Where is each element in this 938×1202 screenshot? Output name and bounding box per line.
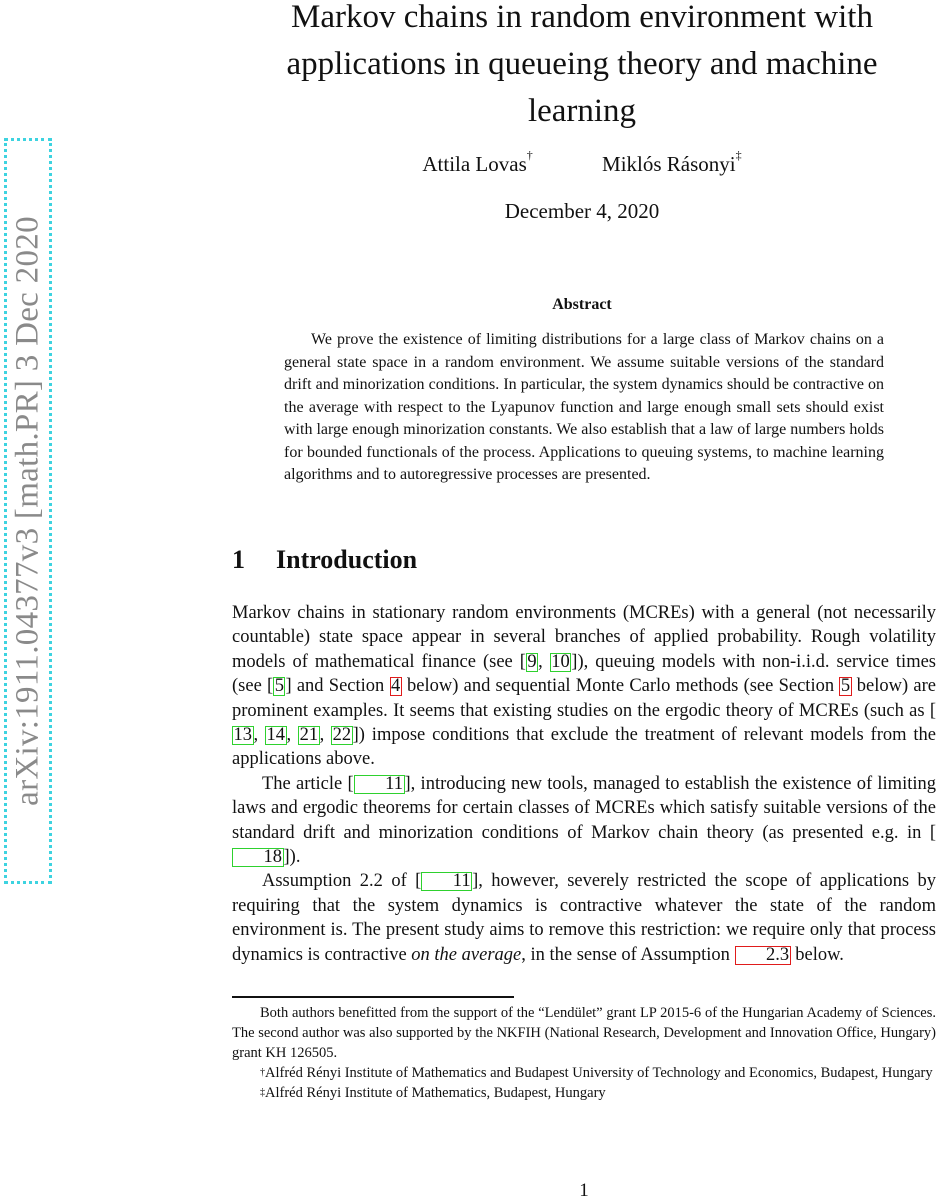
text: ], however, severely restricted the scope of applications by requiring that the system dynamics is contractive whatever the state of the random environment is. The present study aims to remove this restriction: we require only that process dynamics is contractive (232, 871, 937, 965)
paragraph (232, 772, 936, 870)
citation-link[interactable]: 22 (332, 725, 352, 746)
author-list (232, 148, 932, 177)
text: , (319, 725, 332, 746)
section-heading (232, 545, 417, 575)
text: The article [ (262, 773, 354, 794)
citation-link[interactable]: 10 (551, 651, 570, 672)
citation-link[interactable]: 14 (266, 725, 286, 746)
text: , (286, 725, 299, 746)
paragraph (232, 869, 936, 967)
text: , (538, 651, 550, 672)
text: below. (790, 944, 844, 965)
text: Assumption 2.2 of [ (262, 871, 422, 892)
section-number: 1 (232, 545, 245, 574)
author (422, 148, 533, 177)
citation-link[interactable]: 9 (527, 651, 537, 672)
citation-link[interactable]: 11 (421, 872, 472, 891)
text: Markov chains in stationary random environments (MCREs) with a general (not necessarily countable) state space appear in several branches of applied probability. Rough volatility models of mathematical finance (see [ (232, 603, 936, 672)
citation-link[interactable]: 21 (299, 725, 319, 746)
text: ] and Section (285, 676, 390, 697)
footnote-mark[interactable]: † (526, 148, 533, 162)
paragraph (232, 601, 936, 772)
arxiv-stamp[interactable] (4, 138, 52, 884)
text: below) are prominent examples. It seems that existing studies on the ergodic theory of MCREs (such as [ (232, 676, 936, 721)
section-link[interactable]: 4 (391, 676, 401, 697)
body-text (232, 601, 936, 967)
emphasis: on the average (411, 944, 522, 965)
paper-title: Markov chains in random environment with applications in queueing theory and machine learning (286, 0, 878, 129)
text: , in the sense of Assumption (521, 944, 735, 965)
footnote-mark: † (260, 1067, 265, 1078)
assumption-link[interactable]: 2.3 (735, 946, 791, 965)
footnote-mark: ‡ (260, 1087, 265, 1098)
funding-footnote: Both authors benefitted from the support of the “Lendület” grant LP 2015-6 of the Hungarian Academy of Sciences. The second author was also supported by the NKFIH (National Research, Development and Innovation Office, Hungary) grant KH 126505. (232, 1005, 936, 1061)
citation-link[interactable]: 13 (233, 725, 252, 746)
affiliation-text: Alfréd Rényi Institute of Mathematics, Budapest, Hungary (265, 1085, 606, 1101)
abstract-text: We prove the existence of limiting distributions for a large class of Markov chains on a general state space in a random environment. We assume suitable versions of the standard drift and minorization conditions. In particular, the system dynamics should be contractive on the average with respect to the Lyapunov function and large enough small sets should exist with large enough minorization constants. We also establish that a law of large numbers holds for bounded functionals of the process. Applications to queuing systems, to machine learning algorithms and to autoregressive processes are presented. (284, 331, 884, 483)
text: ], introducing new tools, managed to establish the existence of limiting laws and ergodic theorems for certain classes of MCREs which satisfy suitable versions of the standard drift and minorization conditions of Markov chain theory (as presented e.g. in [ (232, 773, 936, 843)
page-number: 1 (579, 1180, 589, 1201)
footnotes (232, 1003, 936, 1103)
abstract-heading: Abstract (552, 296, 612, 313)
author-name: Miklós Rásonyi (602, 152, 736, 176)
footnote-mark[interactable]: ‡ (735, 148, 742, 162)
text: ]), queuing models with non-i.i.d. service times (see [ (232, 651, 936, 697)
citation-link[interactable]: 18 (232, 848, 284, 867)
footnote-rule (232, 996, 514, 998)
text: , (253, 725, 266, 746)
section-link[interactable]: 5 (840, 676, 851, 697)
author (602, 148, 742, 177)
affiliation-text: Alfréd Rényi Institute of Mathematics and Budapest University of Technology and Economics, Budapest, Hungary (265, 1065, 933, 1081)
arxiv-identifier: arXiv:1911.04377v3 [math.PR] 3 Dec 2020 (9, 216, 46, 806)
citation-link[interactable]: 11 (354, 775, 405, 794)
affiliation-footnote (232, 1063, 936, 1083)
paper-date: December 4, 2020 (504, 199, 660, 223)
affiliation-footnote (232, 1083, 936, 1103)
citation-link[interactable]: 5 (274, 676, 284, 697)
text: ]) impose conditions that exclude the treatment of relevant models from the applications above. (232, 725, 937, 770)
text: below) and sequential Monte Carlo methods (see Section (401, 676, 840, 697)
section-title: Introduction (276, 545, 418, 574)
author-name: Attila Lovas (422, 152, 527, 176)
text: ]). (283, 847, 301, 868)
